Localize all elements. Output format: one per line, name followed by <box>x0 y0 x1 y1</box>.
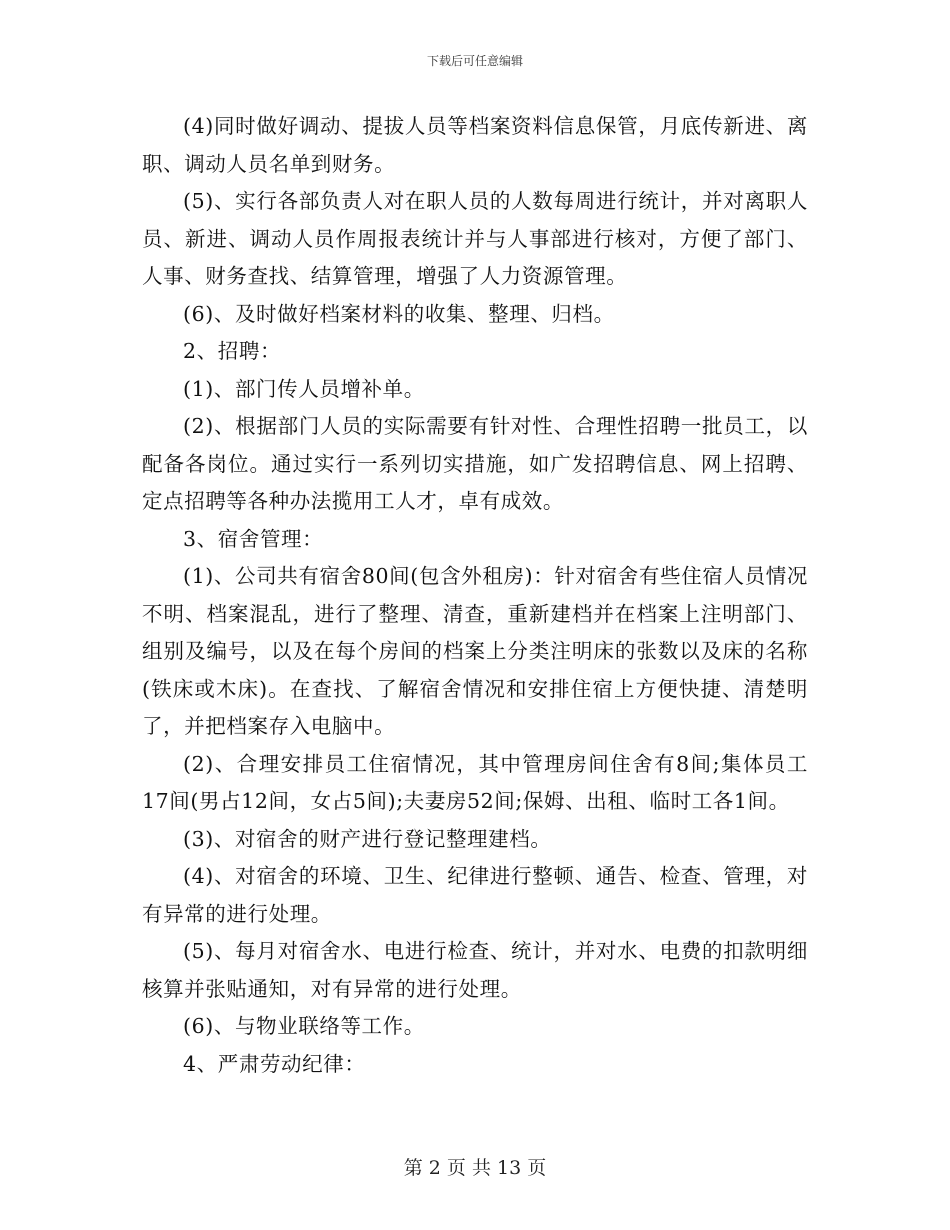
document-body <box>142 108 808 1083</box>
paragraph: (5)、实行各部负责人对在职人员的人数每周进行统计，并对离职人员、新进、调动人员作周报表统计并与人事部进行核对，方便了部门、人事、财务查找、结算管理，增强了人力资源管理。 <box>142 189 808 288</box>
paragraph: (3)、对宿舍的财产进行登记整理建档。 <box>183 826 552 851</box>
page-number-footer: 第 2 页 共 13 页 <box>403 1157 547 1179</box>
paragraph: (5)、每月对宿舍水、电进行检查、统计，并对水、电费的扣款明细核算并张贴通知，对有异常的进行处理。 <box>142 939 808 1001</box>
paragraph: (1)、部门传人员增补单。 <box>183 376 425 401</box>
paragraph: (6)、及时做好档案材料的收集、整理、归档。 <box>183 301 615 326</box>
paragraph: (4)同时做好调动、提拔人员等档案资料信息保管，月底传新进、离职、调动人员名单到财务。 <box>142 114 808 176</box>
paragraph: (4)、对宿舍的环境、卫生、纪律进行整顿、通告、检查、管理，对有异常的进行处理。 <box>142 864 808 926</box>
section-heading: 3、宿舍管理： <box>183 526 324 551</box>
section-heading: 4、严肃劳动纪律： <box>183 1051 366 1076</box>
section-heading: 2、招聘： <box>183 339 282 363</box>
paragraph: (6)、与物业联络等工作。 <box>183 1014 425 1038</box>
paragraph: (2)、合理安排员工住宿情况，其中管理房间住舍有8间;集体员工17间(男占12间，女占5间);夫妻房52间;保姆、出租、临时工各1间。 <box>142 751 808 813</box>
page-header: 下载后可任意编辑 <box>426 54 523 68</box>
paragraph: (1)、公司共有宿舍80间(包含外租房)：针对宿舍有些住宿人员情况不明、档案混乱，进行了整理、清查，重新建档并在档案上注明部门、组别及编号，以及在每个房间的档案上分类注明床的张数以及床的名称(铁床或木床)。在查找、了解宿舍情况和安排住宿上方便快捷、清楚明了，并把档案存入电脑中。 <box>142 564 808 738</box>
paragraph: (2)、根据部门人员的实际需要有针对性、合理性招聘一批员工，以配备各岗位。通过实行一系列切实措施，如广发招聘信息、网上招聘、定点招聘等各种办法揽用工人才，卓有成效。 <box>142 414 808 513</box>
